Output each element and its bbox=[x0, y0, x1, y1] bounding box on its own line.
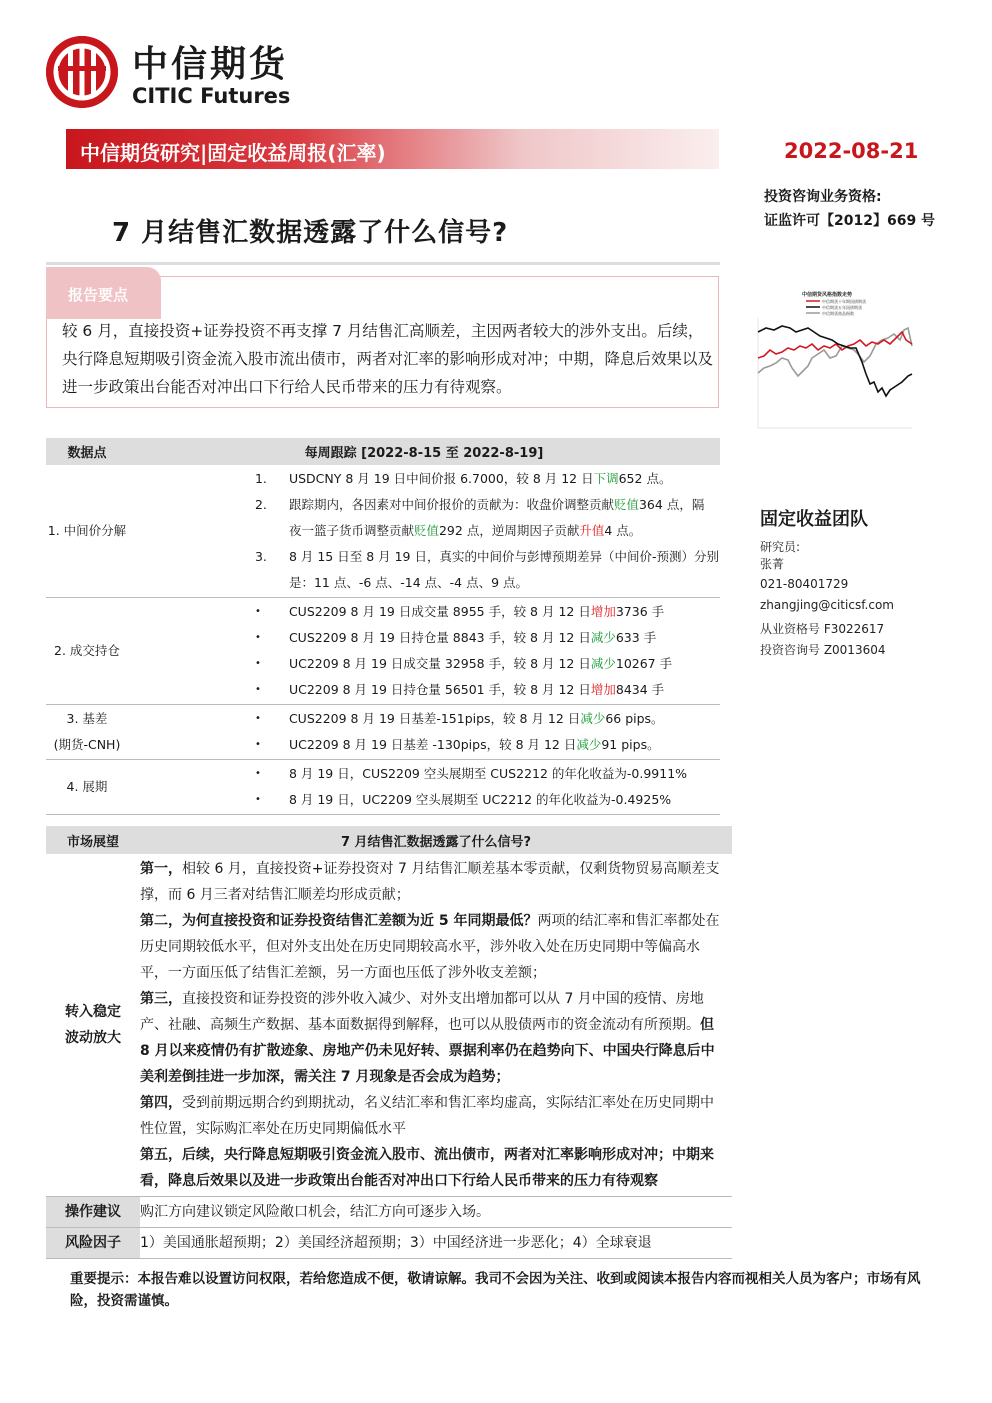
table-row bbox=[46, 465, 720, 598]
table-header-datapoint: 数据点 bbox=[46, 438, 128, 465]
team-name: 固定收益团队 bbox=[760, 509, 868, 530]
operation-row bbox=[46, 1197, 732, 1228]
market-outlook-table bbox=[46, 826, 732, 1259]
researcher-role: 研究员: bbox=[760, 540, 801, 554]
tracking-line: • 8 月 19 日，UC2209 空头展期至 UC2212 的年化收益为-0.4925% bbox=[254, 792, 672, 807]
tracking-content bbox=[128, 465, 720, 598]
table-row bbox=[46, 705, 720, 760]
report-series-title: 中信期货研究|固定收益周报(汇率) bbox=[80, 141, 386, 165]
outlook-para-2: 第二，为何直接投资和证券投资结售汇差额为近 5 年同期最低？两项的结汇率和售汇率都处在历史同期较低水平，但对外支出处在历史同期较高水平，涉外收入处在历史同期中等偏高水平，一方面压低了结售汇差额，另一方面也压低了涉外收支差额； bbox=[140, 913, 720, 981]
researcher-email[interactable]: zhangjing@citicsf.com bbox=[760, 598, 894, 612]
datapoint-label: 3. 基差 (期货-CNH) bbox=[46, 705, 128, 760]
outlook-header-title: 7 月结售汇数据透露了什么信号? bbox=[140, 826, 732, 854]
tracking-line: 2. 跟踪期内，各因素对中间价报价的贡献为：收盘价调整贡献贬值364 点，隔 bbox=[254, 497, 705, 512]
qualification-title: 投资咨询业务资格: bbox=[764, 189, 882, 205]
license-practice: 从业资格号 F3022617 bbox=[760, 622, 885, 636]
thumb-chart-title: 中信期货风格指数走势 bbox=[802, 292, 853, 298]
tracking-line: • UC2209 8 月 19 日成交量 32958 手，较 8 月 12 日减少10267 手 bbox=[254, 656, 673, 671]
operation-label: 操作建议 bbox=[46, 1197, 140, 1228]
tracking-content bbox=[128, 760, 720, 815]
outlook-para-4: 第四，受到前期远期合约到期扰动，名义结汇率和售汇率均虚高，实际结汇率处在历史同期中性位置，实际购汇率处在历史同期偏低水平 bbox=[140, 1095, 714, 1137]
risk-label: 风险因子 bbox=[46, 1228, 140, 1259]
risk-row bbox=[46, 1228, 732, 1259]
license-consult: 投资咨询号 Z0013604 bbox=[760, 643, 886, 657]
tracking-line: 是：11 点、-6 点、-14 点、-4 点、9 点。 bbox=[288, 575, 529, 590]
logo-text-cn: 中信期货 bbox=[132, 44, 289, 85]
summary-text: 较 6 月，直接投资+证券投资不再支撑 7 月结售汇高顺差，主因两者较大的涉外支出。后续，央行降息短期吸引资金流入股市流出债市，两者对汇率的影响形成对冲；中期，降息后效果以及进一步政策出台能否对冲出口下行给人民币带来的压力有待观察。 bbox=[62, 322, 714, 396]
tracking-line: • CUS2209 8 月 19 日持仓量 8843 手，较 8 月 12 日减少633 手 bbox=[254, 630, 657, 645]
researcher-phone: 021-80401729 bbox=[760, 577, 849, 591]
datapoint-label: 2. 成交持仓 bbox=[46, 598, 128, 705]
table-row bbox=[46, 598, 720, 705]
outlook-para-1: 第一，相较 6 月，直接投资+证券投资对 7 月结售汇顺差基本零贡献，仅剩货物贸易高顺差支撑，而 6 月三者对结售汇顺差均形成贡献； bbox=[140, 861, 720, 903]
researcher-name: 张菁 bbox=[760, 557, 785, 571]
datapoint-label: 4. 展期 bbox=[46, 760, 128, 815]
operation-text: 购汇方向建议锁定风险敞口机会，结汇方向可逐步入场。 bbox=[140, 1197, 732, 1228]
thumb-legend-1: 中信期货十年期国债期货 bbox=[822, 299, 866, 304]
weekly-tracking-table bbox=[46, 438, 720, 815]
tracking-line: • CUS2209 8 月 19 日成交量 8955 手，较 8 月 12 日增加3736 手 bbox=[254, 604, 665, 619]
important-notice: 重要提示：本报告难以设置访问权限，若给您造成不便，敬请谅解。我司不会因为关注、收到或阅读本报告内容而视相关人员为客户；市场有风险，投资需谨慎。 bbox=[70, 1271, 921, 1309]
table-row bbox=[46, 760, 720, 815]
logo-text-en: CITIC Futures bbox=[132, 84, 291, 108]
tracking-line: 1. USDCNY 8 月 19 日中间价报 6.7000，较 8 月 12 日下调652 点。 bbox=[254, 471, 672, 486]
tracking-line: 3. 8 月 15 日至 8 月 19 日，真实的中间价与彭博预期差异（中间价-预测）分别 bbox=[254, 549, 719, 564]
risk-text: 1）美国通胀超预期；2）美国经济超预期；3）中国经济进一步恶化；4）全球衰退 bbox=[140, 1228, 732, 1259]
outlook-para-5: 第五，后续，央行降息短期吸引资金流入股市、流出债市，两者对汇率影响形成对冲；中期来看，降息后效果以及进一步政策出台能否对冲出口下行给人民币带来的压力有待观察 bbox=[140, 1147, 714, 1189]
title-divider bbox=[46, 262, 720, 265]
thumb-legend-3: 中信期货商品指数 bbox=[822, 311, 854, 316]
tracking-line: • 8 月 19 日，CUS2209 空头展期至 CUS2212 的年化收益为-0.9911% bbox=[254, 766, 688, 781]
datapoint-label: 1. 中间价分解 bbox=[46, 465, 128, 598]
tracking-content bbox=[128, 598, 720, 705]
tracking-content bbox=[128, 705, 720, 760]
qualification-number: 证监许可【2012】669 号 bbox=[764, 213, 936, 229]
summary-tab-label: 报告要点 bbox=[68, 286, 129, 304]
thumb-legend-2: 中信期货五年国债期货 bbox=[822, 305, 862, 310]
tracking-line: • CUS2209 8 月 19 日基差-151pips，较 8 月 12 日减少66 pips。 bbox=[254, 711, 664, 726]
tracking-line: 夜一篮子货币调整贡献贬值292 点，逆周期因子贡献升值4 点。 bbox=[288, 523, 642, 538]
outlook-label: 转入稳定波动放大 bbox=[46, 854, 140, 1197]
tracking-line: • UC2209 8 月 19 日基差 -130pips，较 8 月 12 日减少91 pips。 bbox=[254, 737, 660, 752]
outlook-content bbox=[140, 854, 732, 1197]
citic-logo-icon bbox=[46, 36, 118, 108]
page-title: 7 月结售汇数据透露了什么信号? bbox=[112, 218, 509, 248]
outlook-para-3: 第三，直接投资和证券投资的涉外收入减少、对外支出增加都可以从 7 月中国的疫情、房地产、社融、高频生产数据、基本面数据得到解释，也可以从股债两市的资金流动有所预期。但 8 月以来疫情仍有扩散迹象、房地产仍未见好转、票据利率仍在趋势向下、中国央行降息后中美利差倒挂进一步加深，需关注 7 月现象是否会成为趋势； bbox=[140, 991, 715, 1085]
report-date: 2022-08-21 bbox=[784, 139, 919, 163]
outlook-row bbox=[46, 854, 732, 1197]
outlook-header-label: 市场展望 bbox=[46, 826, 140, 854]
thumbnail-chart bbox=[740, 288, 925, 453]
table-header-tracking: 每周跟踪 [2022-8-15 至 2022-8-19] bbox=[128, 438, 720, 465]
tracking-line: • UC2209 8 月 19 日持仓量 56501 手，较 8 月 12 日增加8434 手 bbox=[254, 682, 665, 697]
